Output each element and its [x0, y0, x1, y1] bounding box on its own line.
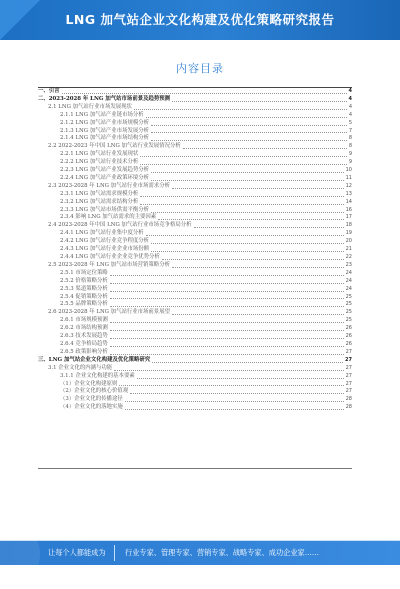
toc-entry-title: 2.3.4 影响 LNG 加气站需求的主要因素 [60, 214, 157, 221]
toc-leader-dots [114, 370, 343, 371]
report-header [0, 0, 400, 40]
toc-entry-page: 19 [345, 230, 352, 237]
toc-entry-title: 2.6.1 市场规模预测 [60, 317, 108, 324]
toc-entry-page: 25 [345, 301, 352, 308]
toc-entry-title: 2.1.1 LNG 加气站产业链市场分析 [60, 111, 144, 118]
toc-entry-page: 27 [345, 356, 352, 363]
toc-entry-title: 2.5.4 促销策略分析 [60, 293, 108, 300]
toc-leader-dots [130, 393, 344, 394]
toc-leader-dots [151, 172, 344, 173]
toc-entry-page: 26 [345, 325, 352, 332]
toc-entry[interactable] [38, 246, 352, 254]
toc-entry[interactable] [38, 151, 352, 159]
toc-leader-dots [151, 243, 344, 244]
toc-leader-dots [172, 188, 344, 189]
page-footer [0, 541, 400, 565]
toc-entry-page: 27 [345, 364, 352, 371]
toc-entry[interactable] [38, 373, 352, 381]
toc-entry-title: 2.6 2023-2028 年 LNG 加气站行业市场前景展望 [48, 309, 170, 316]
toc-leader-dots [137, 378, 344, 379]
toc-leader-dots [110, 291, 344, 292]
toc-entry-page: 28 [345, 396, 352, 403]
toc-leader-dots [119, 385, 343, 386]
toc-entry-title: 2.5 2023-2028 年 LNG 加气站市场营销策略分析 [48, 261, 170, 268]
toc-entry-title: 2.5.3 渠道策略分析 [60, 285, 108, 292]
toc-entry-page: 26 [345, 333, 352, 340]
toc-leader-dots [110, 322, 344, 323]
toc-leader-dots [110, 330, 344, 331]
toc-entry-page: 25 [345, 309, 352, 316]
toc-entry[interactable] [38, 357, 352, 365]
toc-leader-dots [140, 196, 343, 197]
toc-leader-dots [194, 227, 344, 228]
toc-entry[interactable] [38, 96, 352, 104]
toc-leader-dots [110, 283, 344, 284]
toc-entry-title: 2.1.3 LNG 加气站产业市场发展分析 [60, 127, 150, 134]
toc-entry[interactable] [38, 191, 352, 199]
toc-entry-title: 2.3.3 LNG 加气站市场供需平衡分析 [60, 206, 150, 213]
toc-leader-dots [172, 267, 344, 268]
toc-entry-title: 2.5.2 价格策略分析 [60, 277, 108, 284]
toc-entry[interactable] [38, 238, 352, 246]
toc-entry-page: 8 [348, 143, 352, 150]
toc-entry-title: 2.2.4 LNG 加气站产业政策环境分析 [60, 174, 150, 181]
toc-entry-title: 2.6.2 市场结构预测 [60, 325, 108, 332]
toc-entry-title: 2.4 2023-2028 年中国 LNG 加气站行业市场竞争格局分析 [48, 222, 192, 229]
toc-entry-title: 2.2.3 LNG 加气站产业发展趋势分析 [60, 167, 150, 174]
toc-leader-dots [151, 140, 347, 141]
toc-entry-page: 23 [345, 261, 352, 268]
toc-entry-page: 12 [345, 182, 352, 189]
toc-leader-dots [172, 314, 344, 315]
toc-entry-page: 26 [345, 340, 352, 347]
toc-leader-dots [172, 101, 346, 102]
toc-entry[interactable] [38, 262, 352, 270]
toc-entry-page: 4 [348, 95, 352, 102]
table-of-contents [38, 88, 352, 468]
toc-entry[interactable] [38, 270, 352, 278]
toc-leader-dots [151, 212, 344, 213]
toc-entry-page: 8 [348, 135, 352, 142]
footer-slogan-left: 让每个人都能成为 [48, 548, 106, 557]
toc-entry-page: 27 [345, 348, 352, 355]
toc-entry-page: 27 [345, 372, 352, 379]
toc-leader-dots [151, 132, 347, 133]
toc-entry-page: 21 [345, 246, 352, 253]
toc-leader-dots [146, 235, 344, 236]
toc-leader-dots [140, 156, 347, 157]
toc-entry-title: 2.4.3 LNG 加气站行业企业市场份额 [60, 246, 150, 253]
toc-entry-page: 10 [345, 167, 352, 174]
toc-entry[interactable] [38, 159, 352, 167]
toc-entry[interactable] [38, 365, 352, 373]
toc-entry-page: 4 [348, 87, 352, 94]
toc-entry[interactable] [38, 175, 352, 183]
toc-entry-page: 9 [348, 151, 352, 158]
toc-entry-title: 2.2 2022-2023 年中国 LNG 加气站行业发展情况分析 [48, 143, 181, 150]
toc-leader-dots [110, 338, 344, 339]
toc-leader-dots [183, 148, 347, 149]
toc-entry-title: 2.2.2 LNG 加气站行业技术分析 [60, 159, 139, 166]
toc-entry-title: 一、引言 [38, 87, 60, 94]
toc-entry[interactable] [38, 199, 352, 207]
toc-entry-page: 24 [345, 277, 352, 284]
footer-slogan-right: 行业专家、管理专家、营销专家、战略专家、成功企业家…… [125, 548, 320, 557]
toc-entry-page: 18 [345, 222, 352, 229]
toc-leader-dots [146, 117, 347, 118]
toc-entry[interactable] [38, 254, 352, 262]
toc-leader-dots [62, 93, 347, 94]
toc-entry-page: 14 [345, 198, 352, 205]
footer-decoration [0, 519, 40, 589]
toc-entry-page: 13 [345, 190, 352, 197]
toc-leader-dots [140, 164, 347, 165]
toc-leader-dots [110, 354, 344, 355]
toc-entry[interactable] [38, 404, 352, 412]
toc-bottom-rule [38, 468, 352, 469]
toc-leader-dots [110, 346, 344, 347]
toc-entry-title: 三、LNG 加气站企业文化构建及优化策略研究 [38, 356, 151, 363]
toc-entry-page: 17 [345, 214, 352, 221]
toc-entry-title: 3.1 企业文化的内涵与功能 [48, 364, 113, 371]
toc-entry[interactable] [38, 325, 352, 333]
toc-entry[interactable] [38, 120, 352, 128]
toc-entry[interactable] [38, 286, 352, 294]
toc-entry-title: 2.4.4 LNG 加气站行业企业竞争优势分析 [60, 254, 160, 261]
toc-entry-page: 27 [345, 388, 352, 395]
toc-entry-page: 24 [345, 285, 352, 292]
toc-entry-title: 2.1.2 LNG 加气站产业市场规模分析 [60, 119, 150, 126]
toc-entry-page: 7 [348, 127, 352, 134]
toc-entry-title: 2.1.4 LNG 加气站产业市场结构分析 [60, 135, 150, 142]
toc-entry-title: 2.1 LNG 加气站行业市场发展现状 [48, 103, 132, 110]
toc-leader-dots [110, 275, 344, 276]
toc-entry-page: 24 [345, 269, 352, 276]
toc-entry[interactable] [38, 167, 352, 175]
toc-leader-dots [158, 219, 343, 220]
toc-leader-dots [152, 362, 343, 363]
footer-separator [114, 545, 115, 561]
toc-entry-title: 2.3.1 LNG 加气站需求规模分析 [60, 190, 139, 197]
toc-leader-dots [110, 306, 344, 307]
toc-entry-page: 16 [345, 206, 352, 213]
toc-entry-title: 二、2023-2028 年 LNG 加气站市场前景及趋势预测 [38, 95, 171, 102]
toc-leader-dots [134, 109, 347, 110]
toc-leader-dots [162, 259, 344, 260]
toc-leader-dots [125, 409, 344, 410]
toc-entry-page: 25 [345, 317, 352, 324]
toc-entry-title: （2）企业文化的核心价值观 [60, 388, 129, 395]
toc-entry[interactable] [38, 112, 352, 120]
toc-entry-page: 4 [348, 103, 352, 110]
toc-entry-title: 2.4.2 LNG 加气站行业竞争程度分析 [60, 238, 150, 245]
toc-entry[interactable] [38, 317, 352, 325]
toc-leader-dots [125, 401, 344, 402]
toc-entry-title: 2.6.5 政策影响分析 [60, 348, 108, 355]
toc-entry[interactable] [38, 349, 352, 357]
toc-entry-page: 22 [345, 254, 352, 261]
toc-heading: 内容目录 [176, 62, 224, 75]
toc-entry-title: 2.2.1 LNG 加气站行业发展现状 [60, 151, 139, 158]
toc-leader-dots [151, 251, 344, 252]
toc-entry[interactable] [38, 88, 352, 96]
toc-entry-title: 2.5.1 市场定位策略 [60, 269, 108, 276]
toc-entry-title: （3）企业文化的传播途径 [60, 396, 123, 403]
toc-entry[interactable] [38, 278, 352, 286]
toc-entry-title: 2.6.4 竞争格局趋势 [60, 340, 108, 347]
toc-entry-title: 2.3.2 LNG 加气站需求结构分析 [60, 198, 139, 205]
toc-entry-page: 9 [348, 159, 352, 166]
toc-entry-page: 28 [345, 404, 352, 411]
toc-entry-page: 27 [345, 380, 352, 387]
toc-entry-title: 2.3 2023-2028 年 LNG 加气站行业市场需求分析 [48, 182, 170, 189]
toc-leader-dots [110, 298, 344, 299]
toc-entry-page: 25 [345, 293, 352, 300]
toc-entry-page: 4 [348, 111, 352, 118]
toc-entry[interactable] [38, 341, 352, 349]
toc-entry[interactable] [38, 333, 352, 341]
toc-entry-page: 5 [348, 119, 352, 126]
toc-entry-page: 11 [345, 174, 352, 181]
toc-entry-page: 20 [345, 238, 352, 245]
toc-entry-title: 3.1.1 企业文化构建的基本要素 [60, 372, 135, 379]
report-title: LNG 加气站企业文化构建及优化策略研究报告 [65, 12, 335, 27]
toc-leader-dots [140, 204, 343, 205]
toc-leader-dots [151, 125, 347, 126]
toc-entry-title: （4）企业文化的落地实施 [60, 404, 123, 411]
toc-leader-dots [151, 180, 344, 181]
toc-entry-title: （1）企业文化构建原则 [60, 380, 118, 387]
toc-entry-title: 2.6.3 技术发展趋势 [60, 333, 108, 340]
toc-entry[interactable] [38, 104, 352, 112]
toc-entry-title: 2.5.5 品牌策略分析 [60, 301, 108, 308]
toc-entry[interactable] [38, 183, 352, 191]
toc-entry-title: 2.4.1 LNG 加气站行业集中度分析 [60, 230, 144, 237]
